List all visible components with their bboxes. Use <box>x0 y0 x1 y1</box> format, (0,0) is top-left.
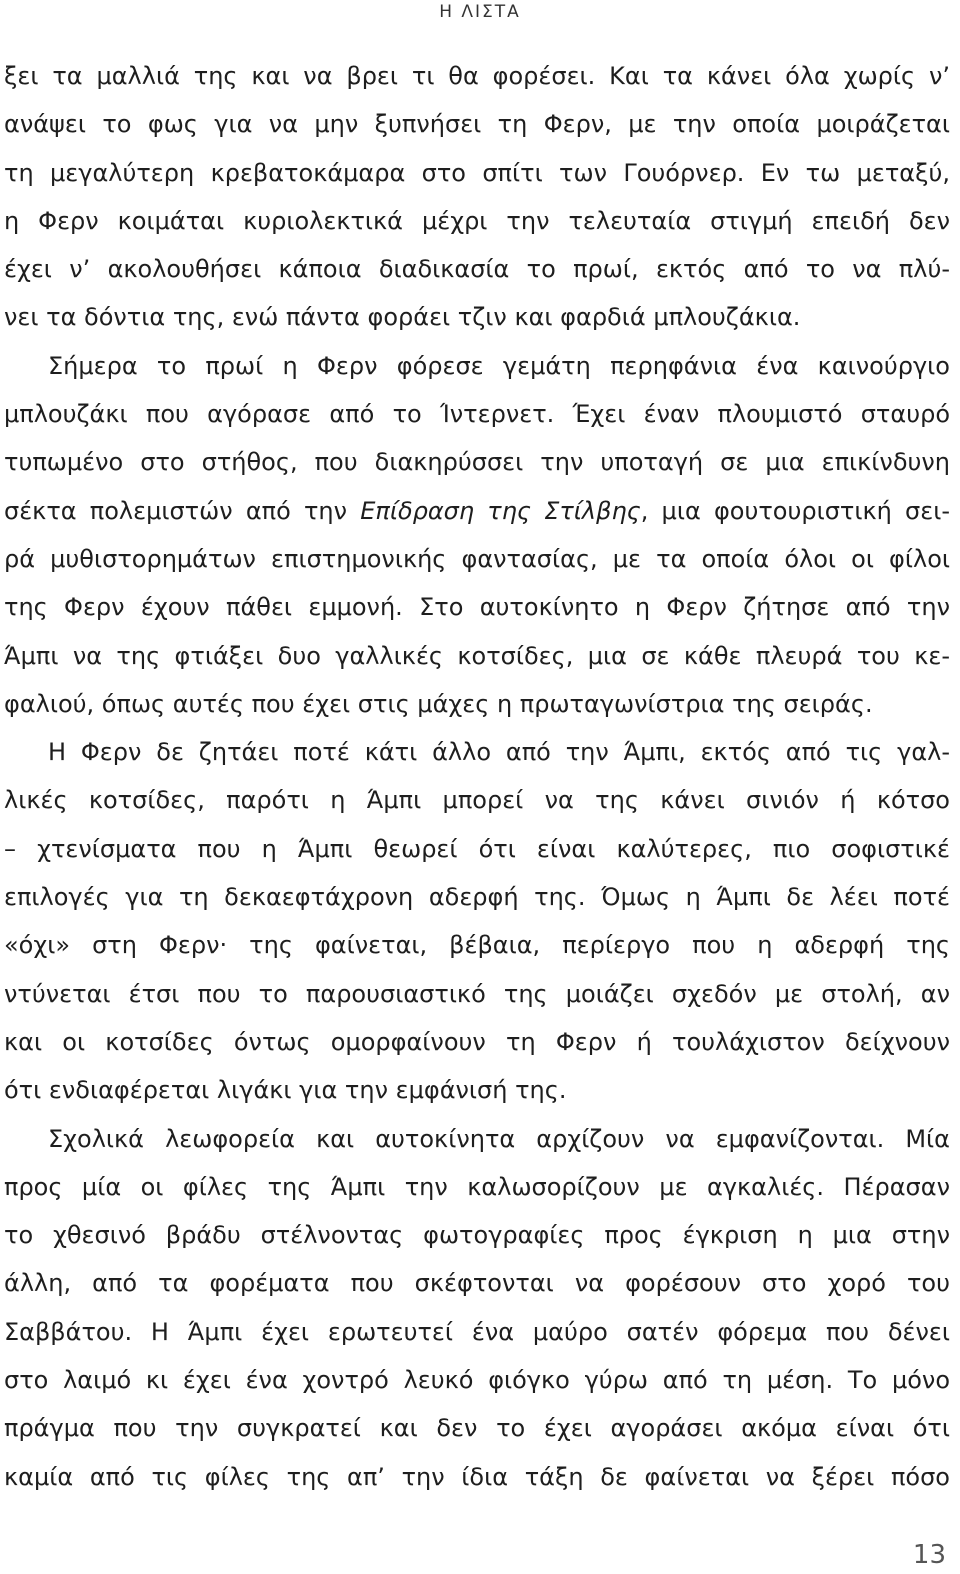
paragraph-start-line: Σχολικά λεωφορεία και αυτοκίνητα αρχίζουν να εμφανίζονται. Μία <box>48 1124 950 1153</box>
text-line: στο λαιμό κι έχει ένα χοντρό λευκό φιόγκο γύρω από τη μέση. Το μόνο <box>4 1366 950 1395</box>
text-line: τυπωμένο στο στήθος, που διακηρύσσει την υποταγή σε μια επικίνδυνη <box>4 448 950 477</box>
text-line: προς μία οι φίλες της Άμπι την καλωσορίζουν με αγκαλιές. Πέρασαν <box>4 1172 950 1201</box>
text-line: πράγμα που την συγκρατεί και δεν το έχει αγοράσει ακόμα είναι ότι <box>4 1414 950 1443</box>
text-line: επιλογές για τη δεκαεφτάχρονη αδερφή της. Όμως η Άμπι δε λέει ποτέ <box>4 883 950 912</box>
body-text <box>4 52 950 1501</box>
text-line: ντύνεται έτσι που το παρουσιαστικό της μοιάζει σχεδόν με στολή, αν <box>4 979 950 1008</box>
text-line-with-italic <box>4 487 950 535</box>
text-line: της Φερν έχουν πάθει εμμονή. Στο αυτοκίνητο η Φερν ζήτησε από την <box>4 593 950 622</box>
text-fragment: , μια φουτουριστική σει- <box>640 496 950 525</box>
text-line: λικές κοτσίδες, παρότι η Άμπι μπορεί να της κάνει σινιόν ή κότσο <box>4 786 950 815</box>
text-line: η Φερν κοιμάται κυριολεκτικά μέχρι την τελευταία στιγμή επειδή δεν <box>4 206 950 235</box>
text-line: τη μεγαλύτερη κρεβατοκάμαρα στο σπίτι των Γουόρνερ. Εν τω μεταξύ, <box>4 158 950 187</box>
text-line: έχει ν’ ακολουθήσει κάποια διαδικασία το πρωί, εκτός από το να πλύ- <box>4 255 950 284</box>
text-line: φαλιού, όπως αυτές που έχει στις μάχες η πρωταγωνίστρια της σειράς. <box>4 689 873 718</box>
text-line: Άμπι να της φτιάξει δυο γαλλικές κοτσίδες, μια σε κάθε πλευρά του κε- <box>4 641 950 670</box>
text-line: «όχι» στη Φερν· της φαίνεται, βέβαια, περίεργο που η αδερφή της <box>4 931 950 960</box>
text-line: Σαββάτου. Η Άμπι έχει ερωτευτεί ένα μαύρο σατέν φόρεμα που δένει <box>4 1317 950 1346</box>
italic-book-title: Επίδραση της Στίλβης <box>360 496 641 525</box>
text-fragment: σέκτα πολεμιστών από την <box>4 496 361 525</box>
paragraph-start-line: Σήμερα το πρωί η Φερν φόρεσε γεμάτη περηφάνια ένα καινούργιο <box>48 351 950 380</box>
text-line: το χθεσινό βράδυ στέλνοντας φωτογραφίες προς έγκριση η μια στην <box>4 1221 950 1250</box>
text-line: νει τα δόντια της, ενώ πάντα φοράει τζιν και φαρδιά μπλουζάκια. <box>4 303 801 332</box>
text-line: άλλη, από τα φορέματα που σκέφτονται να φορέσουν στο χορό του <box>4 1269 950 1298</box>
text-line: – χτενίσματα που η Άμπι θεωρεί ότι είναι καλύτερες, πιο σοφιστικέ <box>4 834 950 863</box>
text-line: ανάψει το φως για να μην ξυπνήσει τη Φερν, με την οποία μοιράζεται <box>4 110 950 139</box>
text-line: ότι ενδιαφέρεται λιγάκι για την εμφάνισή της. <box>4 1076 567 1105</box>
text-line: μπλουζάκι που αγόρασε από το Ίντερνετ. Έχει έναν πλουμιστό σταυρό <box>4 400 950 429</box>
paragraph-start-line: Η Φερν δε ζητάει ποτέ κάτι άλλο από την Άμπι, εκτός από τις γαλ- <box>48 738 950 767</box>
text-line: και οι κοτσίδες όντως ομορφαίνουν τη Φερν ή τουλάχιστον δείχνουν <box>4 1027 950 1056</box>
running-header: Η ΛΙΣΤΑ <box>439 2 521 22</box>
text-line: καμία από τις φίλες της απ’ την ίδια τάξη δε φαίνεται να ξέρει πόσο <box>4 1462 950 1491</box>
page-number: 13 <box>912 1540 946 1570</box>
text-line: ξει τα μαλλιά της και να βρει τι θα φορέσει. Και τα κάνει όλα χωρίς ν’ <box>4 62 950 90</box>
text-line: ρά μυθιστορημάτων επιστημονικής φαντασίας, με τα οποία όλοι οι φίλοι <box>4 544 950 573</box>
